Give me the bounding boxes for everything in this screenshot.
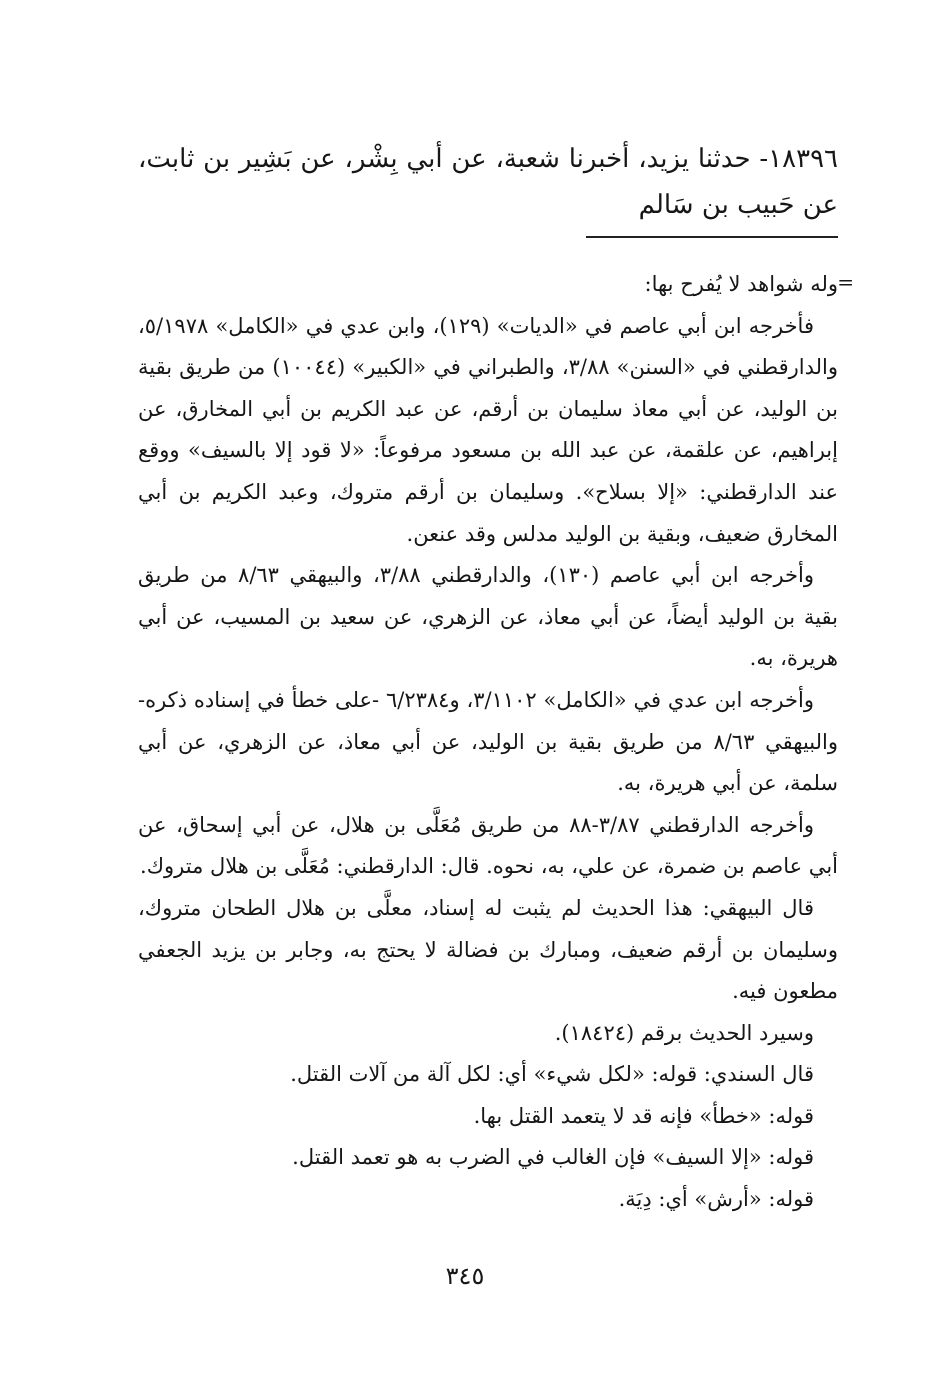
footnote-paragraph: فأخرجه ابن أبي عاصم في «الديات» (١٢٩)، وابن عدي في «الكامل» ٥/١٩٧٨، والدارقطني في «السنن» ٣/٨٨، والطبراني في «الكبير» (١٠٠٤٤) من طريق بقية بن الوليد، عن أبي معاذ سليمان بن أرقم، عن عبد الكريم بن أبي المخارق، عن إبراهيم، عن علقمة، عن عبد الله بن مسعود مرفوعاً: «لا قود إلا بالسيف» ووقع عند الدارقطني: «إلا بسلاح». وسليمان بن أرقم متروك، وعبد الكريم بن أبي المخارق ضعيف، وبقية بن الوليد مدلس وقد عنعن. bbox=[138, 313, 838, 546]
footnote-paragraph: وأخرجه الدارقطني ٣/٨٧-٨٨ من طريق مُعَلَّى بن هلال، عن أبي إسحاق، عن أبي عاصم بن ضمرة، عن علي، به، نحوه. قال: الدارقطني: مُعَلَّى بن هلال متروك. bbox=[138, 812, 838, 879]
footnote-separator bbox=[586, 236, 838, 238]
footnote-paragraph: وسيرد الحديث برقم (١٨٤٢٤). bbox=[554, 1020, 814, 1045]
footnote-paragraph: قوله: «أرش» أي: دِيَة. bbox=[618, 1187, 814, 1212]
footnote-paragraph: قال البيهقي: هذا الحديث لم يثبت له إسناد، معلَّى بن هلال الطحان متروك، وسليمان بن أرقم ضعيف، ومبارك بن فضالة لا يحتج به، وجابر بن يزيد الجعفي مطعون فيه. bbox=[138, 895, 838, 1004]
hadith-text: ١٨٣٩٦- حدثنا يزيد، أخبرنا شعبة، عن أبي بِشْر، عن بَشِير بن ثابت، عن حَبيب بن سَالم bbox=[138, 144, 838, 220]
footnote-paragraph: قوله: «إلا السيف» فإن الغالب في الضرب به هو تعمد القتل. bbox=[292, 1145, 814, 1170]
footnote-paragraph: وله شواهد لا يُفرح بها: bbox=[644, 272, 838, 296]
footnote-continuation-marker: = bbox=[837, 270, 854, 294]
footnote-paragraph: قال السندي: قوله: «لكل شيء» أي: لكل آلة من آلات القتل. bbox=[290, 1062, 814, 1087]
page-number: ٣٤٥ bbox=[445, 1262, 485, 1290]
footnote-paragraph: قوله: «خطأ» فإنه قد لا يتعمد القتل بها. bbox=[473, 1103, 814, 1128]
footnote-paragraph: وأخرجه ابن أبي عاصم (١٣٠)، والدارقطني ٣/٨٨، والبيهقي ٨/٦٣ من طريق بقية بن الوليد أيضاً، عن أبي معاذ، عن الزهري، عن سعيد بن المسيب، عن أبي هريرة، به. bbox=[138, 563, 838, 671]
footnotes bbox=[138, 264, 838, 1221]
footnote-paragraph: وأخرجه ابن عدي في «الكامل» ٣/١١٠٢، و٦/٢٣٨٤ -على خطأ في إسناده ذكره- والبيهقي ٨/٦٣ من طريق بقية بن الوليد، عن أبي معاذ، عن الزهري، عن أبي سلمة، عن أبي هريرة، به. bbox=[138, 687, 839, 796]
